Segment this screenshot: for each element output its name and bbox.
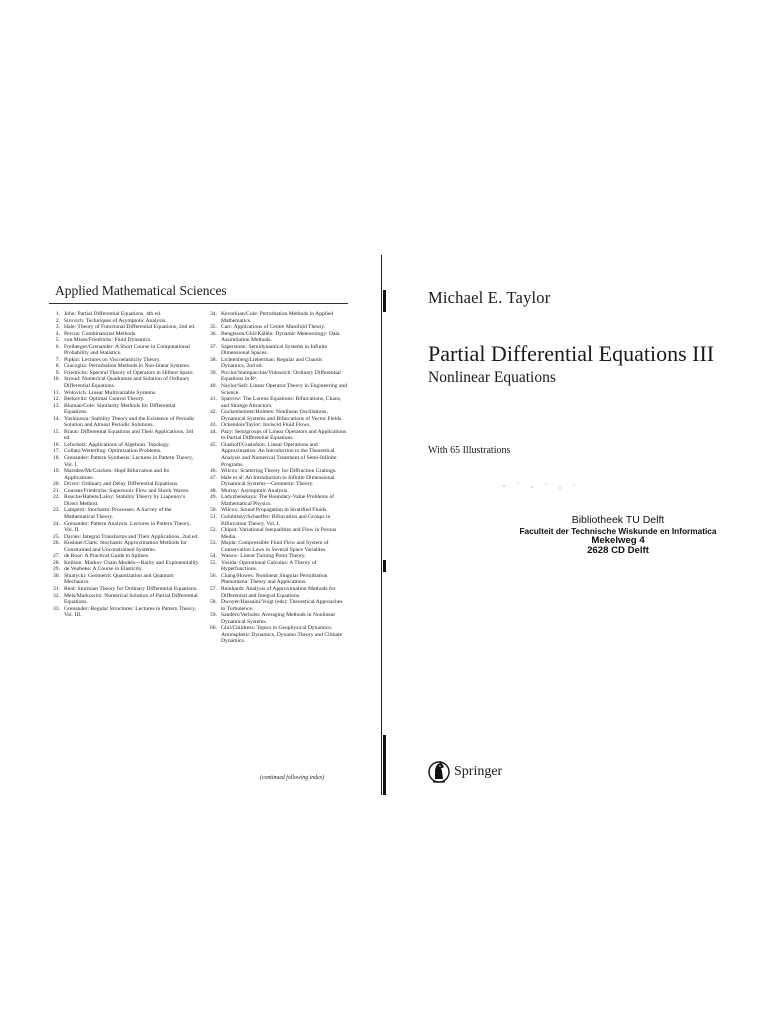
illustrations-note: With 65 Illustrations (428, 445, 511, 456)
entry-text: Reinhardt: Analysis of Approximation Methods for Differential and Integral Equations. (221, 585, 336, 599)
entry-number: 2. (55, 317, 60, 324)
entry-number: 1. (55, 311, 60, 317)
entry-text: Bluman/Cole: Similarity Methods for Differential Equations. (64, 402, 176, 416)
book-author: Michael E. Taylor (428, 288, 551, 307)
publisher (428, 757, 502, 787)
series-entry (47, 540, 200, 553)
entry-text: Freiberger/Grenander: A Short Course in Computational Probability and Statistics. (64, 343, 190, 357)
series-entry (47, 521, 200, 534)
entry-text: Murray: Asymptotic Analysis. (221, 487, 289, 494)
entry-text: Hale: Theory of Functional Differential Equations, 2nd ed. (64, 324, 196, 331)
series-title: Applied Mathematical Sciences (55, 283, 227, 298)
series-entry (204, 370, 348, 383)
entry-text: Wolovich: Linear Multivariable Systems. (64, 389, 157, 396)
entry-number: 43. (210, 422, 217, 429)
entry-text: John: Partial Differential Equations, 4th ed. (64, 311, 162, 317)
entry-text: Kushner/Clark: Stochastic Approximation Methods for Constrained and Unconstrained Systems. (64, 540, 188, 553)
entry-number: 50. (210, 507, 217, 514)
entry-number: 7. (55, 356, 60, 363)
entry-text: Grenander: Regular Structures: Lectures in Pattern Theory, Vol. III. (64, 605, 197, 619)
entry-text: Friedrichs: Spectral Theory of Operators in Hilbert Space. (64, 369, 195, 376)
series-entry (204, 475, 348, 488)
entry-number: 17. (53, 448, 60, 455)
entry-number: 51. (210, 513, 217, 520)
entry-number: 16. (53, 441, 60, 448)
entry-text: Wilcox: Sound Propagation in Stratified Fluids. (221, 507, 328, 514)
stamp-library-name: Bibliotheek TU Delft (571, 514, 665, 526)
entry-number: 52. (210, 527, 217, 534)
entry-text: Sanders/Verhulst: Averaging Methods in Nonlinear Dynamical Systems. (221, 612, 336, 625)
entry-text: Pazy: Semigroups of Linear Operators and Applications to Partial Differential Equations. (221, 428, 347, 442)
series-entry (47, 468, 200, 481)
entry-number: 3. (55, 324, 60, 331)
entry-text: de Veubeke: A Course in Elasticity. (64, 566, 143, 573)
entry-number: 29. (53, 566, 60, 573)
series-entry (204, 540, 348, 553)
book-subtitle: Nonlinear Equations (428, 369, 556, 386)
entry-number: 36. (210, 330, 217, 337)
entry-text: Grenander: Pattern Analysis: Lectures in Pattern Theory, Vol. II. (64, 520, 191, 534)
entry-number: 13. (53, 402, 60, 409)
entry-number: 10. (53, 376, 60, 383)
entry-text: Guckenheimer/Holmes: Nonlinear Oscillations, Dynamical Systems and Bifurcations of Vector Fields. (221, 409, 343, 422)
entry-number: 31. (53, 585, 60, 592)
entry-number: 40. (210, 383, 217, 390)
entry-number: 26. (53, 540, 60, 547)
entry-text: Yosida: Operational Calculus: A Theory of Hyperfunctions. (221, 559, 317, 573)
entry-text: Yoshizawa: Stability Theory and the Existence of Periodic Solution and Almost Periodic Solutions. (64, 415, 195, 429)
entry-text: Reid: Sturmian Theory for Ordinary Differential Equations. (64, 585, 198, 592)
series-list-column-2 (204, 311, 348, 645)
entry-text: Chang/Howes: Nonlinear Singular Perturbation Phenomena: Theory and Applications. (221, 572, 328, 586)
series-entry (204, 494, 348, 507)
entry-number: 25. (53, 533, 60, 540)
entry-text: Collatz/Wetterling: Optimization Problems. (64, 448, 162, 455)
scan-specks (500, 480, 580, 492)
entry-text: Shiatycki: Geometric Quantization and Quantum Mechanics. (64, 572, 174, 586)
entry-number: 53. (210, 540, 217, 547)
entry-number: 38. (210, 356, 217, 363)
entry-text: Piccini/Stampacchia/Vidossich: Ordinary Differential Equations in Rⁿ. (221, 369, 341, 383)
entry-number: 21. (53, 487, 60, 494)
stamp-postcode: 2628 CD Delft (587, 545, 649, 556)
series-entry (204, 311, 348, 324)
entry-number: 39. (210, 369, 217, 376)
entry-number: 5. (55, 337, 60, 344)
series-entry (204, 625, 348, 645)
entry-number: 55. (210, 559, 217, 566)
publisher-name: Springer (454, 764, 503, 779)
entry-text: Bengtsson/Ghil/Källén: Dynamic Meteorology: Data Assimilation Methods. (221, 330, 340, 344)
gutter-mark (383, 735, 386, 795)
entry-text: Lefschetz: Applications of Algebraic Topology. (64, 441, 170, 448)
entry-text: Hale et al: An Introduction to Infinite Dimensional Dynamical Systems—Geometric Theory. (221, 474, 335, 488)
entry-text: Glashoff/Gustafson: Linear Operations and Approximation: An Introduction to the Theoretical Analysis and Numerical Treatment of Semi-Infinite Programs. (221, 441, 337, 468)
entry-text: Wasow: Linear Turning Point Theory. (221, 553, 306, 560)
entry-number: 23. (53, 507, 60, 514)
entry-number: 41. (210, 396, 217, 403)
entry-number: 9. (55, 369, 60, 376)
entry-number: 27. (53, 553, 60, 560)
entry-number: 59. (210, 612, 217, 619)
entry-number: 34. (210, 311, 217, 317)
series-entry (204, 409, 348, 422)
springer-knight-icon (428, 757, 450, 787)
entry-number: 42. (210, 409, 217, 416)
series-entry (204, 357, 348, 370)
entry-text: Braun: Differential Equations and Their Applications, 3rd ed. (64, 428, 194, 442)
entry-number: 19. (53, 468, 60, 475)
entry-number: 46. (210, 468, 217, 475)
entry-number: 32. (53, 592, 60, 599)
series-entry (204, 514, 348, 527)
entry-number: 24. (53, 520, 60, 527)
series-list-column-1 (47, 311, 200, 619)
series-entry (204, 442, 348, 468)
entry-number: 37. (210, 343, 217, 350)
entry-text: Lamperti: Stochastic Processes: A Survey of the Mathematical Theory. (64, 507, 172, 520)
entry-text: Kevorkian/Cole: Perturbation Methods in Applied Mathematics. (221, 311, 334, 324)
entry-text: Sirovich: Techniques of Asymptotic Analysis. (64, 317, 167, 324)
entry-text: Ockendon/Taylor: Inviscid Fluid Flows. (221, 422, 311, 429)
entry-number: 28. (53, 559, 60, 566)
entry-text: Chipot: Variational Inequalities and Flow in Porous Media. (221, 527, 337, 540)
series-entry (204, 573, 348, 586)
entry-text: Courant/Friedrichs: Supersonic Flow and Shock Waves. (64, 487, 190, 494)
entry-text: Saperstone: Semidynamical Systems in Infinite Dimensional Spaces. (221, 343, 327, 357)
entry-number: 48. (210, 487, 217, 494)
entry-number: 12. (53, 396, 60, 403)
series-entry (204, 527, 348, 540)
series-entry (204, 586, 348, 599)
entry-text: Marsden/McCracken: Hopf Bifurcation and Its Applications. (64, 468, 170, 481)
stamp-street: Mekelweg 4 (591, 535, 645, 546)
entry-number: 20. (53, 481, 60, 488)
entry-number: 8. (55, 363, 60, 370)
entry-text: Golubitsky/Schaeffer: Bifurcation and Groups in Bifurcation Theory, Vol. I. (221, 513, 331, 527)
book-title: Partial Differential Equations III (428, 341, 715, 366)
series-entry (47, 429, 200, 442)
entry-number: 57. (210, 585, 217, 592)
entry-number: 60. (210, 625, 217, 632)
right-page (388, 0, 768, 1024)
entry-number: 4. (55, 330, 60, 337)
series-entry (204, 383, 348, 396)
entry-text: Driver: Ordinary and Delay Differential Equations. (64, 481, 179, 488)
entry-text: Keilson: Markov Chain Models—Rarity and Exponentiality. (64, 559, 200, 566)
entry-number: 11. (53, 389, 60, 396)
series-entry (204, 599, 348, 612)
series-entry (204, 429, 348, 442)
series-entry (204, 344, 348, 357)
entry-number: 58. (210, 599, 217, 606)
gutter-mark (383, 290, 386, 312)
entry-number: 35. (210, 324, 217, 331)
entry-number: 30. (53, 572, 60, 579)
library-stamp (508, 515, 728, 556)
entry-number: 49. (210, 494, 217, 501)
top-rule (49, 303, 348, 304)
entry-number: 54. (210, 553, 217, 560)
series-entry (47, 344, 200, 357)
entry-text: Naylor/Sell: Linear Operator Theory in Engineering and Science. (221, 383, 348, 396)
entry-number: 14. (53, 415, 60, 422)
series-entry (204, 612, 348, 625)
entry-text: Sparrow: The Lorenz Equations: Bifurcations, Chaos, and Strange Attractors. (221, 396, 342, 409)
entry-text: Ghil/Childress: Topics in Geophysical Dynamics: Atmospheric Dynamics, Dynamo Theory and Climate Dynamics. (221, 625, 343, 645)
series-entry (47, 455, 200, 468)
entry-text: Rouche/Habets/Laloy: Stability Theory by Liapunov's Direct Method. (64, 494, 186, 507)
entry-text: Majda: Compressible Fluid Flow and System of Conservation Laws in Several Space Variables. (221, 540, 329, 553)
entry-text: Meis/Markowitz: Numerical Solution of Partial Differential Equations. (64, 592, 198, 606)
series-entry (47, 376, 200, 389)
entry-number: 15. (53, 428, 60, 435)
series-entry (204, 396, 348, 409)
series-entry (47, 494, 200, 507)
entry-number: 33. (53, 605, 60, 612)
entry-text: Stroud: Numerical Quadrature and Solution of Ordinary Differential Equations. (64, 376, 190, 390)
entry-text: Berkovitz: Optimal Control Theory. (64, 396, 145, 403)
series-entry (47, 507, 200, 520)
entry-number: 47. (210, 474, 217, 481)
entry-text: Wilcox: Scattering Theory for Diffraction Gratings. (221, 468, 337, 475)
entry-text: de Boor: A Practical Guide to Splines. (64, 553, 150, 560)
series-entry (47, 606, 200, 619)
series-entry (47, 573, 200, 586)
entry-number: 18. (53, 455, 60, 462)
entry-text: Percus: Combinatorial Methods. (64, 330, 137, 337)
series-entry (204, 560, 348, 573)
entry-text: Dwoyer/Hussaini/Voigt (eds): Theoretical Approaches to Turbulence. (221, 599, 343, 612)
book-gutter (381, 255, 382, 795)
entry-text: Ladyzhenskaya: The Boundary-Value Problems of Mathematical Physics. (221, 494, 334, 507)
series-entry (47, 416, 200, 429)
entry-text: Lichtenberg/Lieberman: Regular and Chaotic Dynamics, 2nd ed. (221, 356, 323, 370)
gutter-mark (383, 560, 386, 572)
entry-text: Pipkin: Lectures on Viscoelasticity Theory. (64, 356, 161, 363)
entry-number: 22. (53, 494, 60, 501)
series-entry (47, 593, 200, 606)
series-entry (47, 403, 200, 416)
entry-text: Giacoglia: Perturbation Methods in Non-linear Systems. (64, 363, 191, 370)
entry-text: von Mises/Friedrichs: Fluid Dynamics. (64, 337, 152, 344)
entry-number: 44. (210, 428, 217, 435)
entry-text: Grenander: Pattern Synthesis: Lectures in Pattern Theory, Vol. I. (64, 455, 193, 468)
entry-number: 45. (210, 441, 217, 448)
entry-text: Carr: Applications of Centre Manifold Theory. (221, 324, 326, 331)
entry-number: 56. (210, 572, 217, 579)
stamp-faculty: Faculteit der Technische Wiskunde en Informatica (519, 526, 717, 536)
entry-text: Davies: Integral Transforms and Their Applications, 2nd ed. (64, 533, 199, 540)
continued-note: (continued following index) (260, 775, 325, 781)
entry-number: 6. (55, 343, 60, 350)
series-entry (204, 331, 348, 344)
